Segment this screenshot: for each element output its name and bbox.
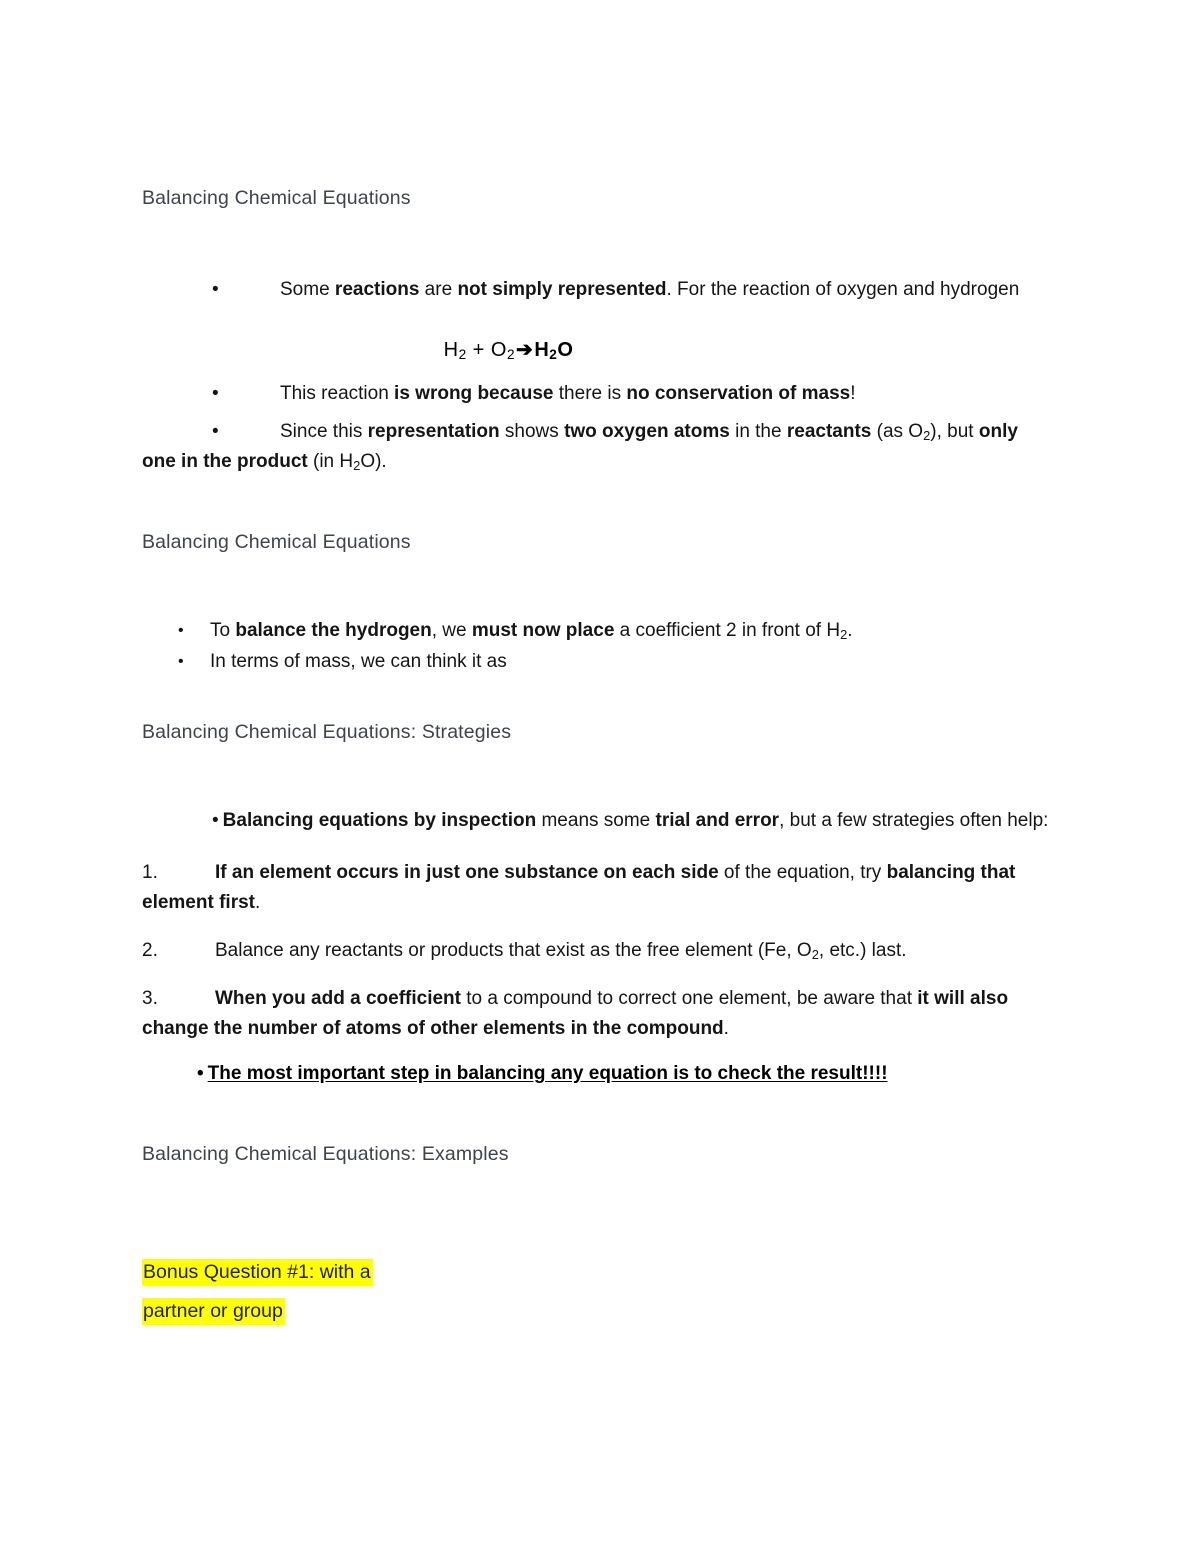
bullet-marker: • <box>212 421 219 442</box>
item-text-part: , we <box>431 620 472 641</box>
section-heading-1: Balancing Chemical Equations <box>142 187 411 209</box>
bullet-marker: • <box>212 279 219 300</box>
spacer <box>142 1231 1055 1257</box>
item-text-part: to a compound to correct one element, be aware that <box>460 988 918 1009</box>
reactant-hydrogen: H <box>443 339 459 361</box>
section-heading-2: Balancing Chemical Equations <box>142 531 411 553</box>
bullet-text-part: in the <box>729 421 787 442</box>
bullet-text-part: Some <box>280 279 335 300</box>
item-text-part: To <box>210 620 236 641</box>
bullet-most-important-step <box>142 1058 1055 1089</box>
bullet-reaction-is-wrong <box>142 379 1055 409</box>
item-text-part: . <box>847 620 853 641</box>
spacer <box>142 1288 1055 1296</box>
bonus-question-line-1 <box>142 1257 1055 1288</box>
product-water-o: O <box>557 339 574 361</box>
item-text-part: , etc.) last. <box>818 940 907 961</box>
bullet-text-part: are <box>419 279 458 300</box>
spacer <box>142 211 1055 275</box>
bullet-marker: • <box>212 383 219 404</box>
item-number: 2. <box>142 940 158 961</box>
section-heading-4: Balancing Chemical Equations: Examples <box>142 1143 509 1165</box>
spacer <box>142 1044 1055 1058</box>
item-text-bold: If an element occurs in just one substance on each side <box>215 862 719 883</box>
spacer <box>142 966 1055 984</box>
item-text-part: . <box>254 892 261 913</box>
subscript: 2 <box>811 946 819 962</box>
list-item <box>142 615 1055 646</box>
item-text-part: Balance any reactants or products that exist as the free element (Fe, O <box>215 940 812 961</box>
bonus-question-line-2 <box>142 1296 1055 1327</box>
bullet-text-bold: reactions <box>334 279 420 300</box>
strategy-item-1 <box>142 858 1055 918</box>
bullet-text-part: there is <box>553 383 627 404</box>
item-text-bold: must now place <box>471 620 615 641</box>
spacer <box>142 1167 1055 1231</box>
bullet-text-part: This reaction <box>280 383 395 404</box>
item-number: 3. <box>142 988 158 1009</box>
bullet-text-bold: reactants <box>786 421 872 442</box>
final-note-text: The most important step in balancing any equation is to check the result!!!! <box>207 1063 888 1084</box>
intro-text-bold: trial and error <box>655 810 780 831</box>
bullet-text-part: ! <box>850 383 856 404</box>
subscript: 2 <box>506 346 516 362</box>
bullet-text-part: Since this <box>280 421 368 442</box>
item-text-bold: it will also change the number of atoms of other elements in the compound <box>142 988 1009 1039</box>
bullet-balancing-by-inspection <box>142 805 1055 836</box>
bullet-some-reactions <box>142 275 1055 305</box>
intro-text-part: means some <box>536 810 656 831</box>
spacer <box>142 555 1055 615</box>
bullet-text-part: ), but <box>930 421 979 442</box>
bullet-text-bold: is wrong because <box>394 383 554 404</box>
spacer <box>142 365 1055 379</box>
highlighted-text: partner or group <box>142 1298 285 1325</box>
spacer <box>142 677 1055 719</box>
spacer <box>142 918 1055 936</box>
subscript: 2 <box>458 346 467 362</box>
item-text-part: of the equation, try <box>718 862 887 883</box>
section-heading-3: Balancing Chemical Equations: Strategies <box>142 721 512 743</box>
intro-text-part: , but a few strategies often help: <box>779 810 1049 831</box>
intro-text-bold: Balancing equations by inspection <box>222 810 537 831</box>
item-text-part: . <box>723 1018 729 1039</box>
item-text-bold: balance the hydrogen <box>235 620 432 641</box>
highlighted-text: Bonus Question #1: with a <box>142 1259 373 1286</box>
chemical-equation-unbalanced <box>142 335 1055 365</box>
bullet-text-bold: only one in the product <box>142 421 1018 472</box>
bullet-text-part: shows <box>499 421 565 442</box>
bullet-text-part: O). <box>360 451 387 472</box>
bullet-text-bold: two oxygen atoms <box>564 421 730 442</box>
reactant-oxygen: O <box>490 339 507 361</box>
bullet-text-part: (in H <box>307 451 354 472</box>
bullet-text-bold: representation <box>367 421 500 442</box>
subscript: 2 <box>923 427 931 443</box>
subscript: 2 <box>353 457 361 473</box>
balance-hydrogen-list <box>142 615 1055 677</box>
spacer <box>142 836 1055 858</box>
product-water-h: H <box>534 339 550 361</box>
subscript: 2 <box>840 626 848 642</box>
plus-operator: + <box>466 339 491 361</box>
item-text-bold: balancing that element first <box>142 862 1016 913</box>
item-number: 1. <box>142 862 158 883</box>
spacer <box>142 745 1055 805</box>
item-text-part: a coefficient 2 in front of H <box>614 620 841 641</box>
strategy-item-2 <box>142 936 1055 966</box>
bullet-text-part: . For the reaction of oxygen and hydrogen <box>666 279 1020 300</box>
bullet-text-bold: not simply represented <box>457 279 667 300</box>
bullet-text-part: (as O <box>871 421 924 442</box>
spacer <box>142 409 1055 417</box>
bullet-text-bold: no conservation of mass <box>626 383 851 404</box>
item-text-bold: When you add a coefficient <box>215 988 461 1009</box>
spacer <box>142 477 1055 529</box>
bullet-marker: • <box>197 1063 208 1084</box>
bullet-two-oxygen-atoms <box>142 417 1055 477</box>
product-water-sub: 2 <box>549 346 558 362</box>
list-item <box>142 646 1055 677</box>
spacer <box>142 1089 1055 1141</box>
spacer <box>142 305 1055 335</box>
bullet-marker: • <box>212 810 223 831</box>
reaction-arrow-icon: ➔ <box>516 339 534 361</box>
strategy-item-3 <box>142 984 1055 1044</box>
item-text-part: In terms of mass, we can think it as <box>210 651 507 672</box>
